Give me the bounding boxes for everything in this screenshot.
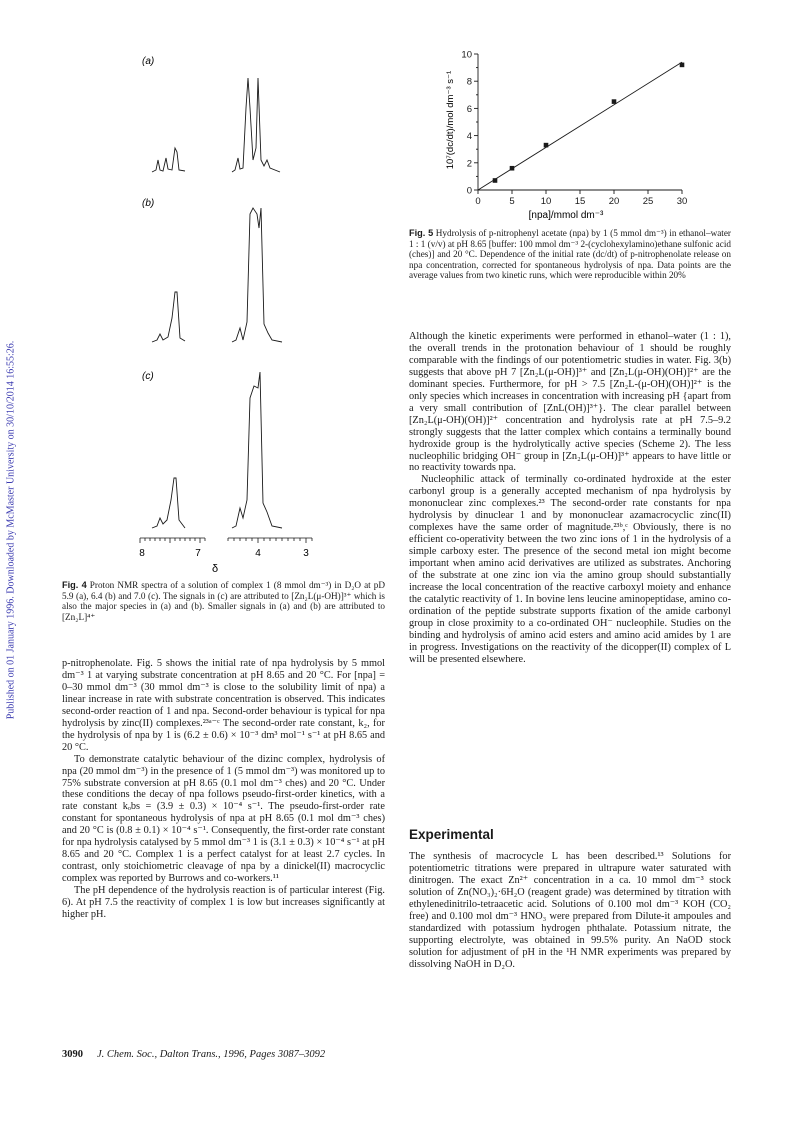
fig5-x-axis-label: [npa]/mmol dm⁻³ — [528, 210, 604, 221]
fig5-caption-label: Fig. 5 — [409, 228, 434, 238]
fig4-tick-label: 4 — [255, 548, 261, 559]
y-tick-label: 10 — [461, 49, 472, 61]
x-tick-label: 0 — [475, 196, 481, 207]
fit-line — [478, 62, 682, 190]
fig4-axis-label: δ — [211, 563, 219, 575]
fig4-tick-label: 3 — [303, 548, 309, 559]
y-tick-label: 4 — [466, 131, 472, 143]
left-column — [62, 658, 385, 921]
data-point — [544, 143, 549, 148]
x-tick-label: 5 — [509, 196, 515, 207]
nmr-trace-c-right — [232, 372, 282, 528]
x-tick-label: 20 — [608, 196, 620, 207]
x-tick-label: 15 — [574, 196, 586, 207]
paragraph: Nucleophilic attack of terminally co-ordinated hydroxide at the ester carbonyl group is a generally accepted mechanism of npa hydrolysis by mononuclear zinc complexes.²³ The second-order rate constants for npa hydrolysis by dinuclear 1 and by mononuclear azamacrocyclic zinc(II) complexes have the same order of magnitude.²³ᵇ,ᶜ Obviously, there is no efficient co-operativity between the two zinc ions of 1 in the hydrolysis of a simple carboxy ester. The presence of the second metal ion might become important when amino acid derivatives are utilized as substrates. Anchoring of the substrate at one zinc ion via the amino group should substantially increase the local concentration of the reactive carboxyl moiety and enhance the catalytic reactivity of 1. In bovine lens leucine aminopeptidase, amino co-ordination of the peptide substrate supports fixation of the amide carbonyl group in close proximity to a co-ordinated OH⁻ nucleophile. Studies on the binding and hydrolysis of amino acid esters and amino acid amides by 1 are in progress. Investigations on the reactivity of the dicopper(II) complex of L will be presented elsewhere. — [409, 474, 731, 665]
right-column — [409, 331, 731, 666]
fig4-panel-label-a: (a) — [142, 56, 155, 67]
nmr-trace-c-left — [152, 478, 185, 528]
paragraph: p-nitrophenolate. Fig. 5 shows the initial rate of npa hydrolysis by 5 mmol dm⁻³ 1 at varying substrate concentration at pH 8.65 and 20 °C. For [npa] = 0–30 mmol dm⁻³ (30 mmol dm⁻³ is close to the solubility limit of npa) a linear increase in rate with substrate concentration is observed. This indicates second-order reaction of 1 and npa. Second-order behaviour is typical for npa hydrolysis by zinc(II) complexes.²³ᵃ⁻ᶜ The second-order rate constant, k₂, for the hydrolysis of npa by 1 is (6.2 ± 0.6) × 10⁻³ dm³ mol⁻¹ s⁻¹ at pH 8.65 and 20 °C. — [62, 658, 385, 753]
fig4-minor-ticks — [140, 538, 312, 543]
section-heading: Experimental — [409, 827, 494, 842]
data-point — [680, 63, 685, 68]
paragraph: Although the kinetic experiments were performed in ethanol–water (1 : 1), the overall trends in the protonation behaviour of 1 should be roughly comparable with the findings of our potentiometric studies in water. Fig. 3(b) suggests that above pH 7 [Zn₂L(μ-OH)]³⁺ and [Zn₂L(μ-OH)(OH)]²⁺ are the dominant species. Furthermore, for pH > 7.5 [Zn₂L-(μ-OH)(OH)]²⁺ is the only species which increases in concentration with increasing pH {apart from a very small contribution of [ZnL(OH)]³⁺}. The clear parallel between [Zn₂L(μ-OH)(OH)]²⁺ concentration and hydrolysis rate at pH 7.5–9.2 strongly suggests that the latter complex which contains a terminally bound hydroxide group is the hydrolytically active species (Scheme 2). The less nucleophilic bridging OH⁻ group in [Zn₂L(μ-OH)]³⁺ appears to have little or no reactivity towards npa. — [409, 331, 731, 474]
paragraph: The pH dependence of the hydrolysis reaction is of particular interest (Fig. 6). At pH 7.5 the reactivity of complex 1 is low but increases significantly at higher pH. — [62, 885, 385, 921]
journal-citation: J. Chem. Soc., Dalton Trans., 1996, Pages 3087–3092 — [97, 1049, 326, 1060]
x-tick-label: 25 — [642, 196, 654, 207]
page-footer — [62, 1049, 325, 1060]
fig5-caption-text: Hydrolysis of p-nitrophenyl acetate (npa) by 1 (5 mmol dm⁻³) in ethanol–water 1 : 1 (v/v) at pH 8.65 [buffer: 100 mmol dm⁻³ 2-(cyclohexylamino)ethane sulfonic acid (ches)] and 20 °C. Dependence of the initial rate (dc/dt) of p-nitrophenolate release on npa concentration, corrected for spontaneous hydrolysis of npa. Data points are the average values from two kinetic runs, which were reproducible within 20% — [409, 228, 731, 281]
paragraph: The synthesis of macrocycle L has been described.¹³ Solutions for potentiometric titrations were prepared in ultrapure water saturated with dinitrogen. The exact Zn²⁺ concentration in a ca. 10 mmol dm⁻³ stock solution of Zn(NO₃)₂·6H₂O (reagent grade) was determined by titration with ethylenedinitrilo-tetraacetic acid. Solutions of 0.100 mol dm⁻³ KOH (CO₂ free) and 0.100 mol dm⁻³ HNO₃ were prepared from Dilute-it ampoules and standardized with potassium hydrogen phthalate. Potassium nitrate, the supporting electrolyte, was obtained in 99.5% purity. An NaOD stock solution for adjustment of pH in the ¹H NMR experiments was prepared by dissolving NaOH in D₂O. — [409, 851, 731, 970]
fig4-panel-label-c: (c) — [142, 371, 154, 382]
y-tick-label: 0 — [466, 185, 472, 197]
fig4-nmr-spectra — [130, 48, 330, 580]
x-tick-label: 30 — [676, 196, 688, 207]
fig5-caption — [409, 228, 731, 281]
nmr-trace-a-left — [152, 148, 185, 172]
y-tick-label: 6 — [466, 103, 472, 115]
nmr-trace-b-left — [152, 292, 185, 342]
download-notice-text: Published on 01 January 1996. Downloaded by McMaster University on 30/10/2014 16:55:26. — [5, 340, 17, 720]
experimental-text — [409, 851, 731, 971]
fig4-caption-label: Fig. 4 — [62, 580, 87, 590]
fig4-tick-label: 7 — [195, 548, 201, 559]
paragraph: To demonstrate catalytic behaviour of the dizinc complex, hydrolysis of npa (20 mmol dm⁻³) in the presence of 1 (5 mmol dm⁻³) was monitored up to 75% substrate conversion at pH 8.65 (0.1 mol dm⁻³ ches) and 20 °C. Under these conditions the decay of npa follows pseudo-first-order kinetics, with a rate constant kₒbs = (3.9 ± 0.3) × 10⁻⁴ s⁻¹. The pseudo-first-order rate constant for spontaneous hydrolysis of npa at pH 8.65 (0.1 mol dm⁻³ ches) and 20 °C is (0.8 ± 0.1) × 10⁻⁴ s⁻¹. Consequently, the first-order rate constant for npa hydrolysis catalysed by 5 mmol dm⁻³ 1 is (3.1 ± 0.3) × 10⁻⁴ s⁻¹ at pH 8.65 and 20 °C. Complex 1 is a perfect catalyst for at least 2.7 cycles. In contrast, only stoichiometric cleavage of npa by a dinickel(II) macrocyclic complex was reported by Burrows and co-workers.¹¹ — [62, 753, 385, 885]
fig5-y-axis-label: 10⁷(dc/dt)/mol dm⁻³ s⁻¹ — [445, 70, 456, 170]
data-point — [493, 178, 498, 183]
nmr-trace-b-right — [232, 208, 282, 342]
data-point — [510, 166, 515, 171]
fig5-chart — [438, 44, 694, 224]
fig4-axes — [140, 538, 312, 543]
fig4-panel-label-b: (b) — [142, 198, 155, 209]
page-number: 3090 — [62, 1049, 83, 1060]
download-notice — [2, 180, 20, 880]
fig4-caption — [62, 580, 385, 622]
y-tick-label: 8 — [466, 76, 472, 88]
fig4-caption-text: Proton NMR spectra of a solution of complex 1 (8 mmol dm⁻³) in D₂O at pD 5.9 (a), 6.4 (b) and 7.0 (c). The signals in (c) are attributed to [Zn₂L(μ-OH)]³⁺ which is also the major species in (a) and (b). Smaller signals in (a) and (b) are attributed to [Zn₂L]⁴⁺ — [62, 580, 385, 622]
fig4-tick-label: 8 — [139, 548, 145, 559]
x-tick-label: 10 — [540, 196, 552, 207]
data-point — [612, 99, 617, 104]
y-tick-label: 2 — [466, 158, 472, 170]
nmr-trace-a-right — [232, 78, 280, 172]
